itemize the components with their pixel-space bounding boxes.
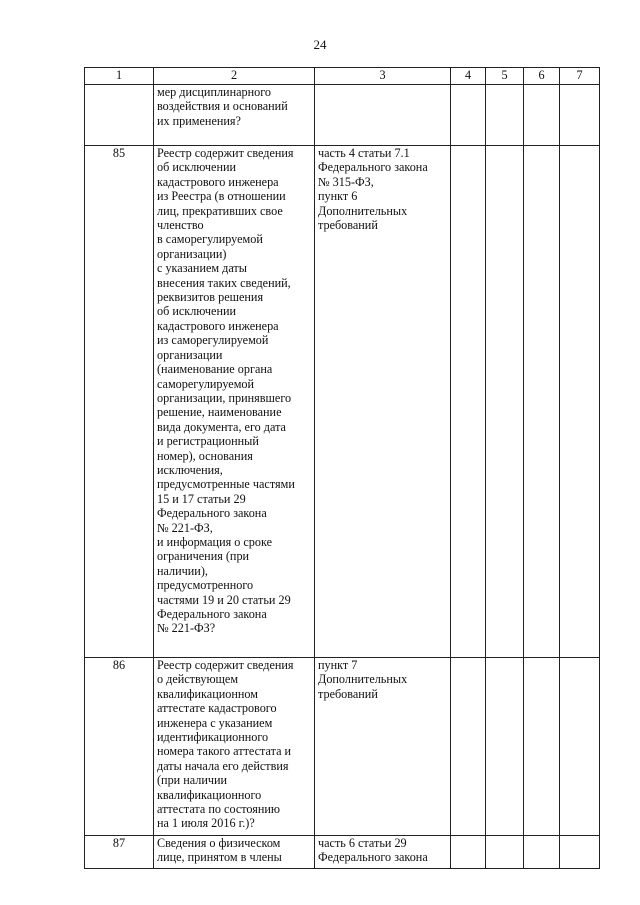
question-cell — [154, 836, 315, 869]
answer-cell — [451, 836, 486, 869]
column-number-header: 5 — [486, 68, 524, 85]
legal-basis-cell — [315, 146, 451, 658]
answer-cell — [486, 85, 524, 146]
question-text: Сведения о физическом лице, принятом в члены — [157, 836, 282, 865]
answer-cell — [451, 146, 486, 658]
answer-cell — [524, 658, 560, 836]
column-number-header: 3 — [315, 68, 451, 85]
answer-cell — [524, 146, 560, 658]
table-row — [85, 658, 600, 836]
answer-cell — [524, 836, 560, 869]
answer-cell — [524, 85, 560, 146]
answer-cell — [560, 658, 600, 836]
column-number-header: 6 — [524, 68, 560, 85]
page-number: 24 — [313, 37, 327, 52]
column-number-header: 4 — [451, 68, 486, 85]
table-row — [85, 836, 600, 869]
column-number-header: 1 — [85, 68, 154, 85]
table-row — [85, 146, 600, 658]
row-number: 85 — [85, 146, 154, 658]
answer-cell — [451, 658, 486, 836]
answer-cell — [560, 146, 600, 658]
legal-basis-text: часть 4 статьи 7.1 Федерального закона № 315-ФЗ, пункт 6 Дополнительных требований — [318, 146, 428, 233]
table-row — [85, 85, 600, 146]
question-cell — [154, 85, 315, 146]
answer-cell — [486, 836, 524, 869]
legal-basis-text: пункт 7 Дополнительных требований — [318, 658, 408, 701]
question-cell — [154, 658, 315, 836]
question-cell — [154, 146, 315, 658]
legal-basis-cell — [315, 85, 451, 146]
answer-cell — [451, 85, 486, 146]
row-number: 86 — [85, 658, 154, 836]
legal-basis-text: часть 6 статьи 29 Федерального закона — [318, 836, 428, 865]
legal-basis-cell — [315, 836, 451, 869]
question-text: мер дисциплинарного воздействия и оснований их применения? — [157, 85, 288, 128]
answer-cell — [486, 658, 524, 836]
answer-cell — [560, 836, 600, 869]
legal-basis-cell — [315, 658, 451, 836]
row-number: 87 — [85, 836, 154, 869]
table-header-row — [85, 68, 600, 85]
answer-cell — [486, 146, 524, 658]
column-number-header: 7 — [560, 68, 600, 85]
question-text: Реестр содержит сведения о действующем квалификационном аттестате кадастрового инженера с указанием идентификационного номера такого аттестата и даты начала его действия (при наличии квалификационного аттестата по состоянию на 1 июля 2016 г.)? — [157, 658, 294, 831]
column-number-header: 2 — [154, 68, 315, 85]
checklist-table — [84, 67, 600, 869]
row-number — [85, 85, 154, 146]
answer-cell — [560, 85, 600, 146]
question-text: Реестр содержит сведения об исключении кадастрового инженера из Реестра (в отношении лиц, прекративших свое членство в саморегулируемой организации) с указанием даты внесения таких сведений, реквизитов решения об исключении кадастрового инженера из саморегулируемой организации (наименование органа саморегулируемой организации, принявшего решение, наименование вида документа, его дата и регистрационный номер), основания исключения, предусмотренные частями 15 и 17 статьи 29 Федерального закона № 221-ФЗ, и информация о сроке ограничения (при наличии), предусмотренного частями 19 и 20 статьи 29 Федерального закона № 221-ФЗ? — [157, 146, 295, 636]
